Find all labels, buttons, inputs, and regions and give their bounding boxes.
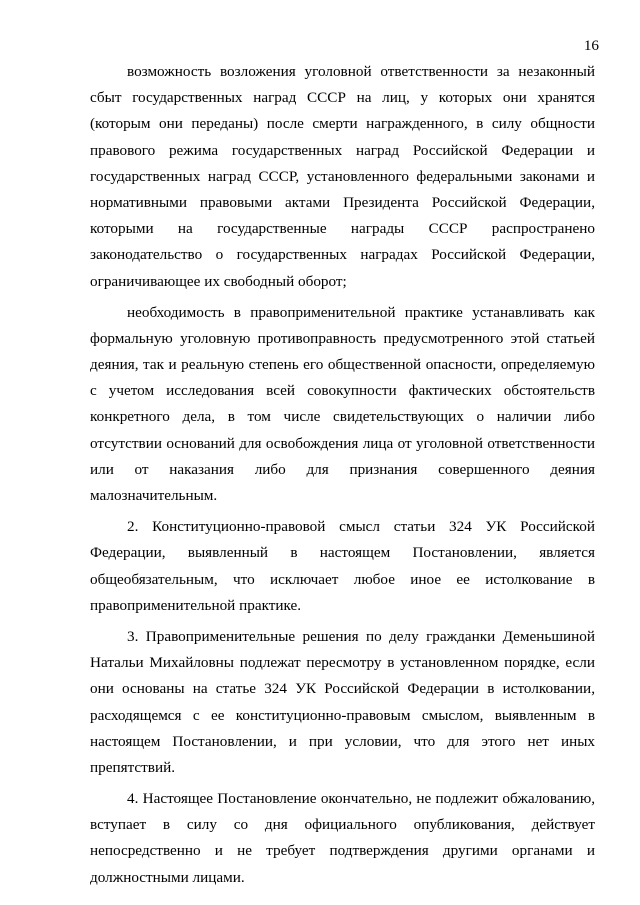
paragraph [90,59,595,295]
text-line: ограничивающее их свободный оборот; [90,272,347,290]
text-line: общеобязательным, что исключает любое иное ее истолкование в [90,570,595,588]
text-line: формальную уголовную противоправность предусмотренного этой статьей [90,329,595,347]
page-number: 16 [583,37,599,54]
text-line: непосредственно и не требует подтверждения другими органами и [90,842,595,860]
paragraph [90,514,595,619]
paragraph [90,300,595,510]
text-line: с учетом исследования всей совокупности фактических обстоятельств [90,382,595,400]
text-line: препятствий. [90,758,175,776]
text-line: сбыт государственных наград СССР на лиц, у которых они хранятся [90,89,595,107]
text-line: должностными лицами. [90,868,245,886]
text-line: деяния, так и реальную степень его общественной опасности, определяемую [90,356,595,374]
text-line: настоящем Постановлении, и при условии, что для этого нет иных [90,732,595,750]
text-line: государственных наград СССР, установленного федеральными законами и [90,167,595,185]
text-line: 3. Правоприменительные решения по делу гражданки Деменьшиной [127,627,595,645]
paragraph [90,786,595,891]
text-line: расходящемся с ее конституционно-правовым смыслом, выявленным в [90,706,595,724]
text-line: правового режима государственных наград Российской Федерации и [90,141,595,159]
text-line: нормативными правовыми актами Президента Российской Федерации, [90,193,595,211]
text-line: Натальи Михайловны подлежат пересмотру в установленном порядке, если [90,654,595,672]
text-line: необходимость в правоприменительной практике устанавливать как [127,303,595,321]
text-line: которыми на государственные награды СССР распространено [90,220,595,238]
text-line: конкретного дела, в том числе свидетельствующих о наличии либо [90,408,595,426]
text-line: 4. Настоящее Постановление окончательно, не подлежит обжалованию, [127,790,595,808]
paragraph [90,624,595,781]
text-line: вступает в силу со дня официального опубликования, действует [90,816,595,834]
text-line: или от наказания либо для признания совершенного деяния [90,460,595,478]
text-line: правоприменительной практике. [90,596,302,614]
text-line: законодательство о государственных наградах Российской Федерации, [90,246,595,264]
document-body [90,59,595,896]
text-line: они основаны на статье 324 УК Российской Федерации в истолковании, [90,680,595,698]
text-line: 2. Конституционно-правовой смысл статьи 324 УК Российской [127,518,595,536]
text-line: малозначительным. [90,487,218,504]
text-line: Федерации, выявленный в настоящем Постановлении, является [90,544,595,562]
text-line: отсутствии оснований для освобождения лица от уголовной ответственности [90,434,595,452]
text-line: (которым они переданы) после смерти награжденного, в силу общности [90,115,595,133]
text-line: возможность возложения уголовной ответственности за незаконный [127,63,595,80]
